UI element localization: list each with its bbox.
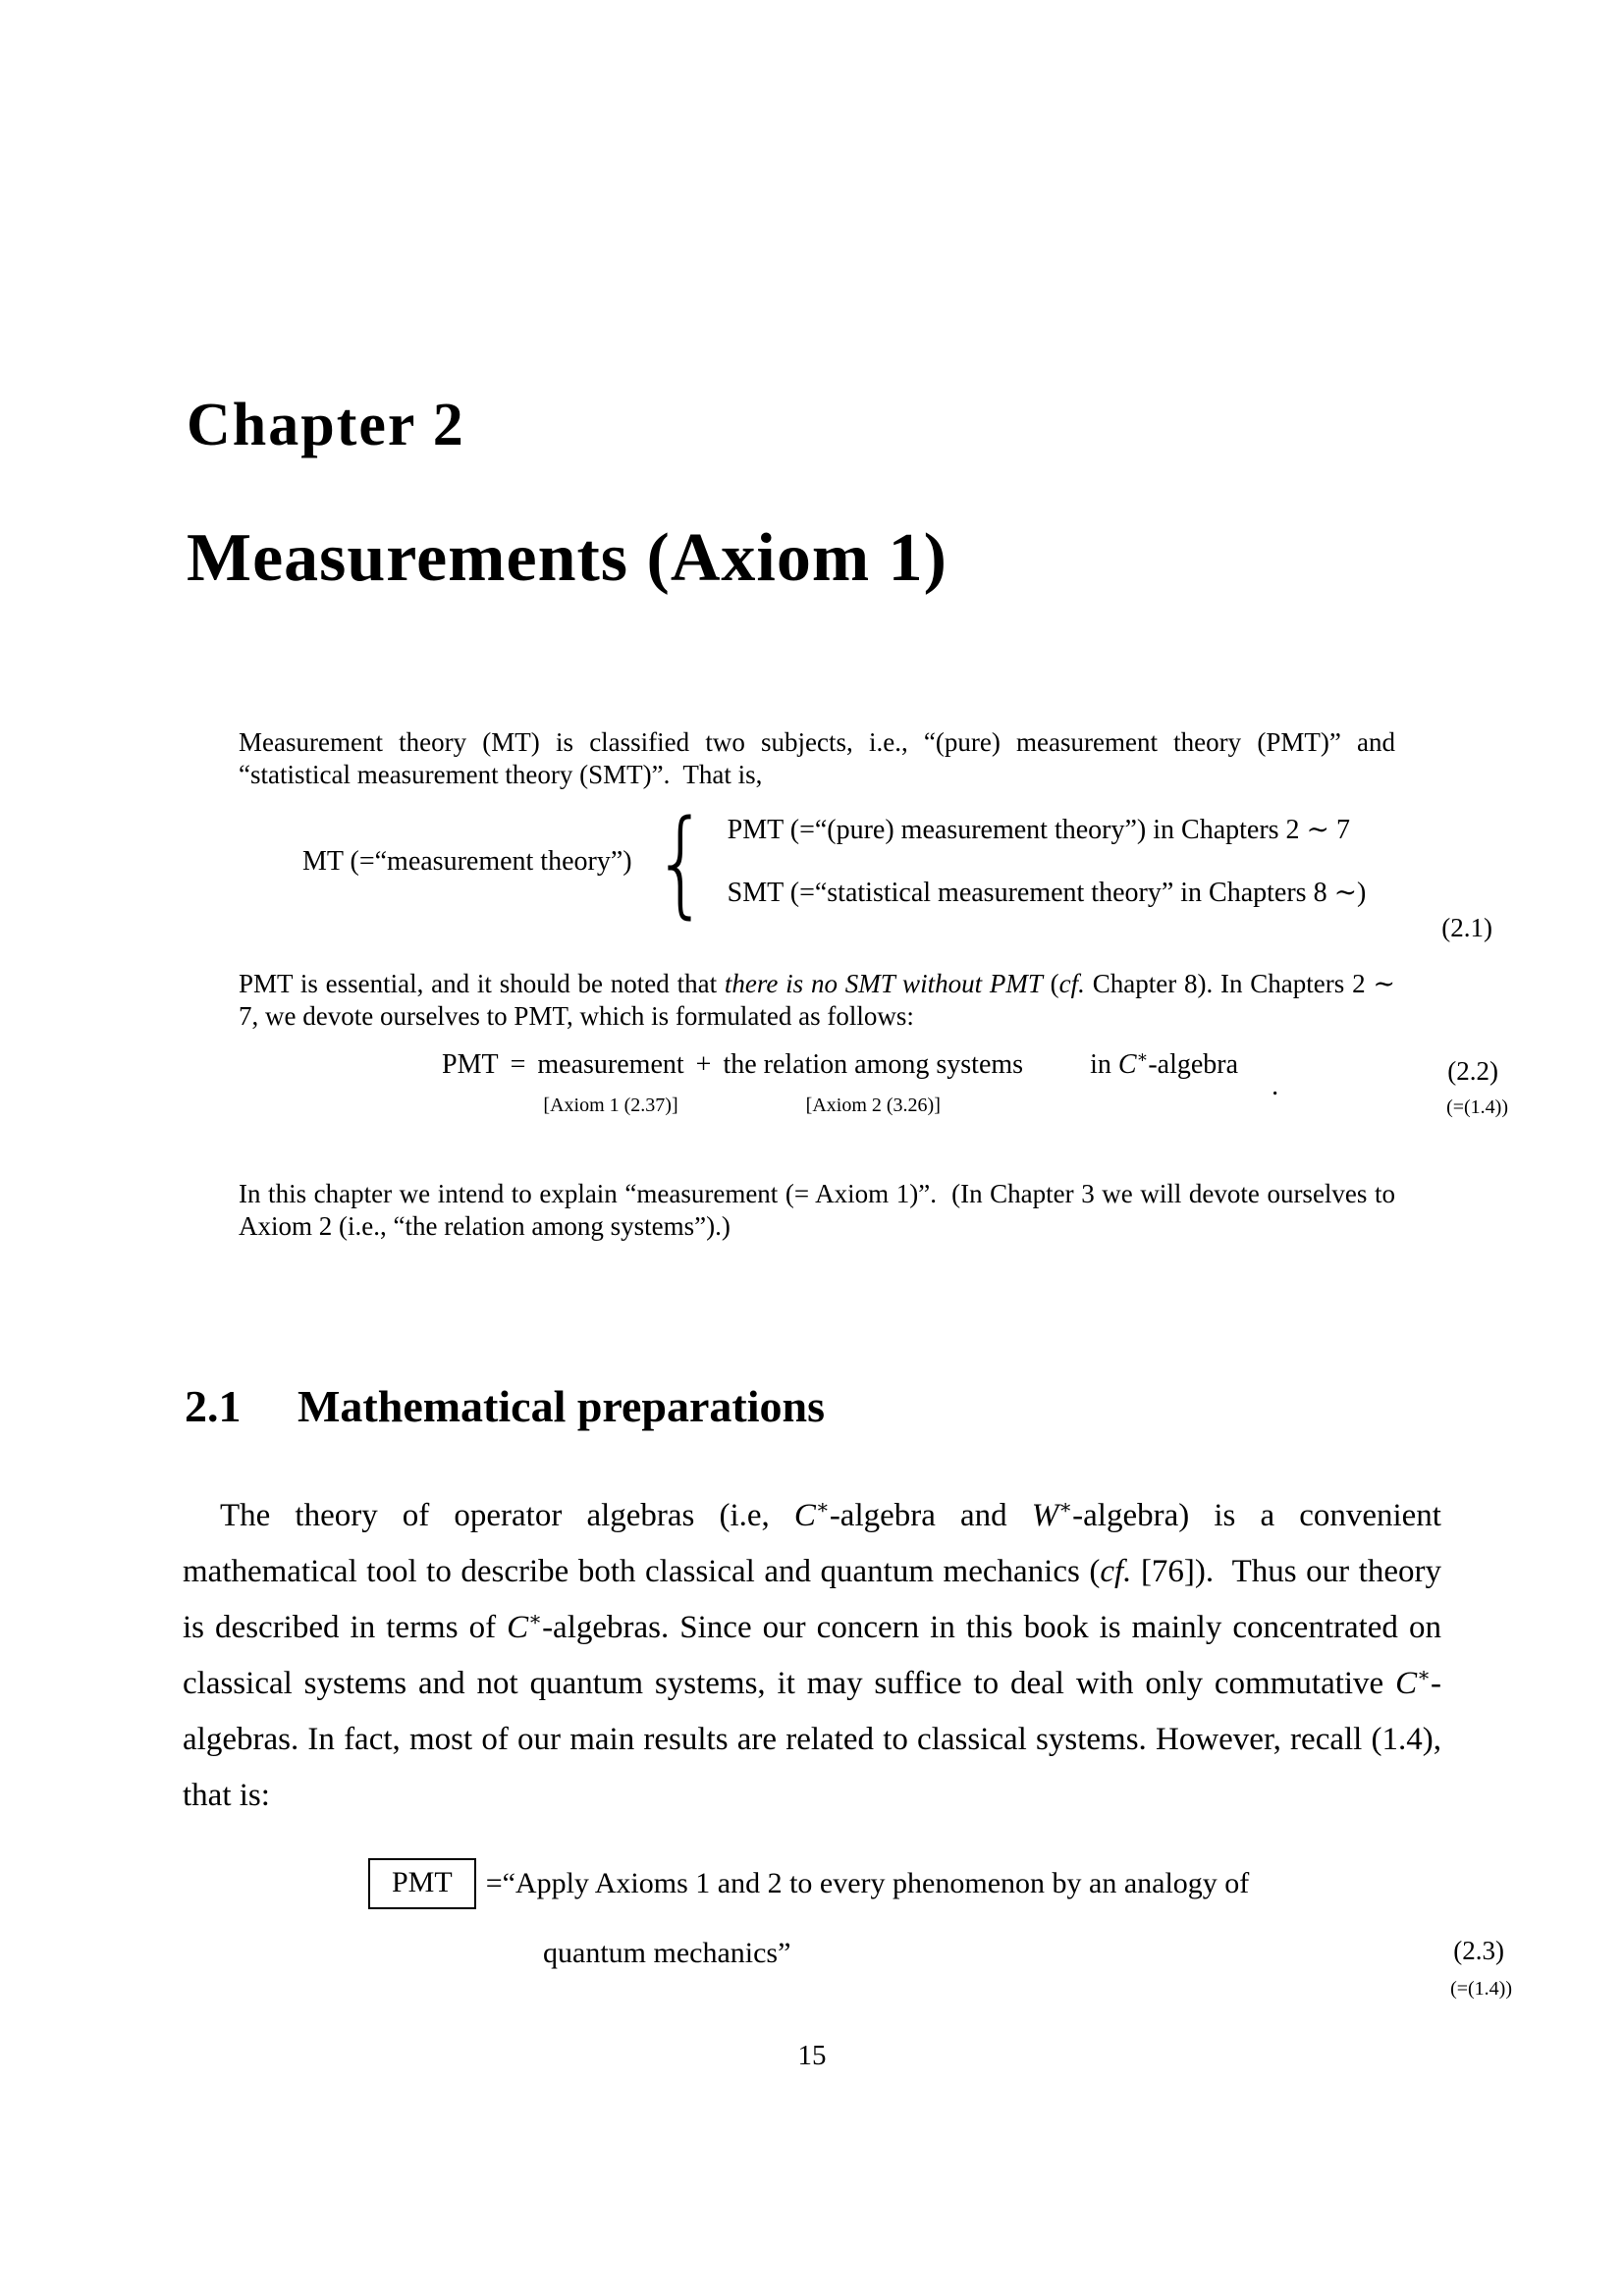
equation-2-2-sublabel: (=(1.4)) [1446, 1096, 1508, 1118]
equation-2-1-label: (2.1) [1441, 913, 1492, 942]
axiom-2-annotation: [Axiom 2 (3.26)] [805, 1095, 941, 1116]
equation-2-3-sublabel: (=(1.4)) [1450, 1978, 1512, 2000]
equation-2-3-line1: =“Apply Axioms 1 and 2 to every phenomenon by an analogy of [485, 1867, 1250, 1899]
pmt-essential-paragraph: PMT is essential, and it should be noted that there is no SMT without PMT (cf. Chapter 8). In Chapters 2 ∼ 7, we devote ourselves to PMT, which is formulated as follows: [239, 969, 1395, 1031]
equation-2-1-cases [728, 814, 1367, 910]
equation-2-2-lhs: PMT [442, 1049, 499, 1080]
term-measurement: measurement [537, 1049, 684, 1080]
equation-2-2 [442, 1048, 1278, 1117]
equals-sign: = [510, 1049, 526, 1080]
equation-2-2-label: (2.2) [1447, 1056, 1498, 1086]
equation-2-1-case-pmt: PMT (=“(pure) measurement theory”) in Chapters 2 ∼ 7 [727, 815, 1351, 845]
section-number: 2.1 [185, 1381, 242, 1431]
sentence-period: . [1272, 1071, 1279, 1101]
section-title: Mathematical preparations [298, 1381, 826, 1431]
equation-2-1-lhs: MT (=“measurement theory”) [302, 846, 632, 877]
term-relation: the relation among systems [723, 1049, 1024, 1080]
equation-2-1-case-smt: SMT (=“statistical measurement theory” in Chapters 8 ∼) [727, 878, 1367, 908]
axiom-1-annotation: [Axiom 1 (2.37)] [543, 1095, 678, 1116]
cases-brace: { [652, 794, 709, 930]
chapter-number-heading: Chapter 2 [187, 392, 465, 458]
section-body-paragraph: The theory of operator algebras (i.e, C∗-algebra and W∗-algebra) is a convenient mathematical tool to describe both classical and quantum mechanics (cf. [76]). Thus our theory is described in terms of C∗-algebras. Since our concern in this book is mainly concentrated on classical systems and not quantum systems, it may suffice to deal with only commutative C∗-algebras. In fact, most of our main results are related to classical systems. However, recall (1.4), that is: [183, 1497, 1441, 1813]
chapter-title-heading: Measurements (Axiom 1) [187, 520, 947, 596]
equation-2-3-label: (2.3) [1453, 1936, 1504, 1965]
page-number: 15 [797, 2040, 827, 2071]
intro-paragraph: Measurement theory (MT) is classified two subjects, i.e., “(pure) measurement theory (PMT)” and “statistical measurement theory (SMT)”. That is, [239, 727, 1395, 789]
chapter-intent-paragraph: In this chapter we intend to explain “measurement (= Axiom 1)”. (In Chapter 3 we will devote ourselves to Axiom 2 (i.e., “the relation among systems”).) [239, 1179, 1395, 1241]
equation-2-3-line2: quantum mechanics” [543, 1937, 791, 1969]
equation-2-1 [302, 794, 1367, 930]
in-c-star-algebra: in C∗-algebra [1090, 1047, 1239, 1080]
equation-2-2-term-relation [723, 1048, 1023, 1117]
section-heading [185, 1382, 825, 1432]
equation-2-2-term-measurement [537, 1048, 683, 1117]
pmt-boxed-term: PMT [368, 1858, 476, 1909]
equation-2-3 [368, 1858, 1249, 1909]
plus-sign: + [695, 1049, 712, 1080]
